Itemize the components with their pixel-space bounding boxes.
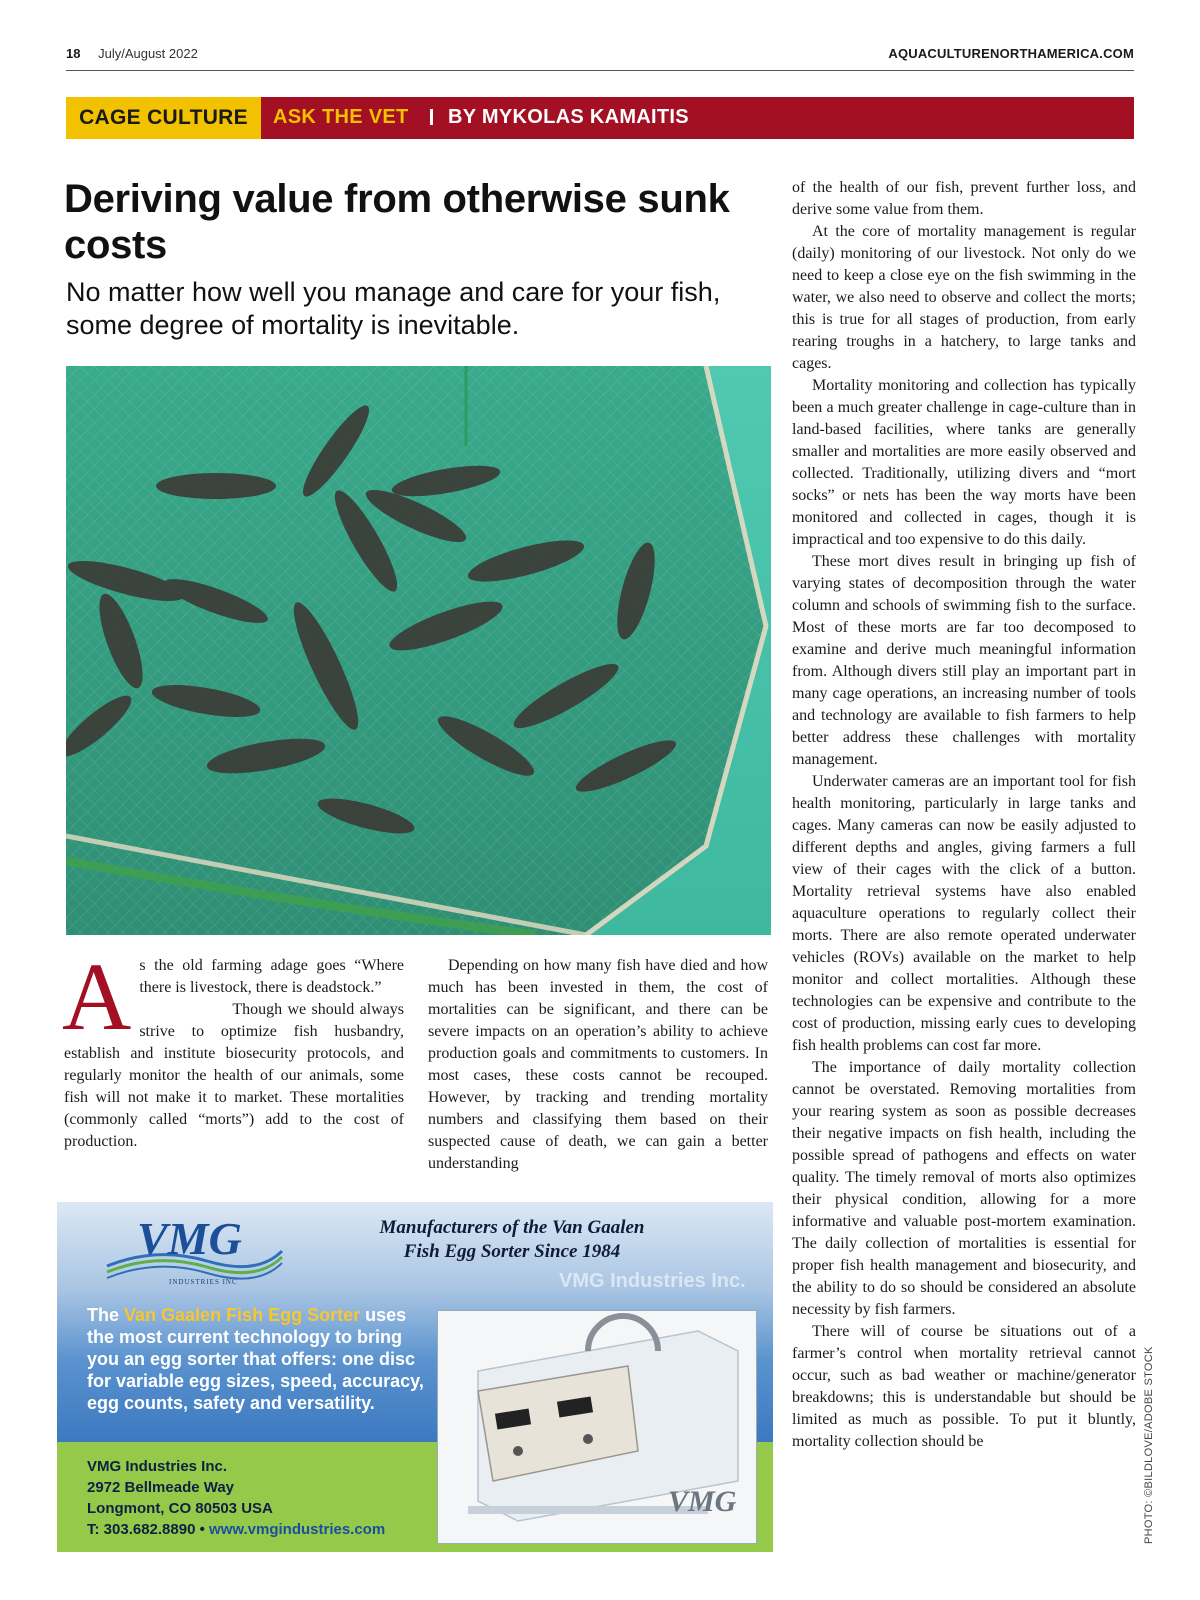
city-address: Longmont, CO 80503 USA bbox=[87, 1500, 273, 1517]
issue-date: July/August 2022 bbox=[98, 46, 198, 61]
egg-sorter-photo bbox=[437, 1310, 757, 1544]
banner-separator bbox=[430, 109, 433, 125]
column-name: ASK THE VET bbox=[273, 106, 409, 128]
contact-bullet: • bbox=[199, 1521, 205, 1538]
advertisement[interactable] bbox=[57, 1202, 773, 1552]
ad-copy-body: uses the most current technology to bring you an egg sorter that offers: one disc for variable egg sizes, speed, accuracy, egg counts, safety and versatility. bbox=[87, 1305, 424, 1413]
vmg-logo bbox=[97, 1206, 287, 1288]
byline: BY MYKOLAS KAMAITIS bbox=[448, 106, 689, 128]
article-headline: Deriving value from otherwise sunk costs bbox=[64, 177, 730, 267]
section-banner bbox=[66, 97, 1134, 139]
header-divider bbox=[66, 70, 1134, 71]
phone-number: T: 303.682.8890 bbox=[87, 1521, 196, 1538]
article-column-3 bbox=[792, 177, 1136, 1453]
lead-photo bbox=[66, 366, 771, 935]
paragraph: Though we should always strive to optimize fish husbandry, establish and institute biosecurity protocols, and regularly monitor the health of our animals, some fish will not make it to market. These mortalities (commonly called “morts”) add to the cost of production. bbox=[64, 1001, 404, 1150]
tagline-line: Manufacturers of the Van Gaalen bbox=[379, 1217, 645, 1238]
fish-cage-illustration bbox=[66, 366, 771, 935]
paragraph: Underwater cameras are an important tool for fish health monitoring, particularly in large tanks and cages. Many cameras can now be easily adjusted to different depths and angles, giving farmers a full view of their cages with the click of a button. Mortality retrieval systems have also enabled aquaculture operations to regularly collect their morts. There are also remote operated underwater vehicles (ROVs) available on the market to help monitor and collect mortalities. Although these technologies can be expensive and contribute to the cost of production, missing early cues to developing fish health problems can cost far more. bbox=[792, 773, 1136, 1054]
ad-tagline bbox=[347, 1216, 677, 1264]
ad-copy bbox=[87, 1304, 427, 1414]
ad-copy-lead: The bbox=[87, 1305, 125, 1325]
article-column-2 bbox=[428, 955, 768, 1175]
photo-logo-text: VMG bbox=[668, 1485, 737, 1518]
paragraph: The importance of daily mortality collection cannot be overstated. Removing mortalities from your rearing system as soon as possible decreases their negative impacts on fish health, including the possible spread of pathogens and effects on water quality. The timely removal of morts also optimizes their physical condition, allowing for a more informative and valuable post-mortem examination. The daily collection of mortalities is essential for proper fish health management and biosecurity, and the ability to do so should be considered an absolute necessity by fish farmers. bbox=[792, 1059, 1136, 1318]
page-header bbox=[66, 46, 1134, 66]
paragraph: There will of course be situations out of a farmer’s control when mortality retrieval cannot occur, such as bad weather or machine/generator breakdowns; this is understandable but should be limited as much as possible. To put it bluntly, mortality collection should be bbox=[792, 1323, 1136, 1450]
photo-credit: PHOTO: ©BILDLOVE/ADOBE STOCK bbox=[1143, 1346, 1155, 1544]
article-deck: No matter how well you manage and care for your fish, some degree of mortality is inevitable. bbox=[66, 277, 721, 340]
section-tag: CAGE CULTURE bbox=[66, 97, 261, 139]
paragraph: s the old farming adage goes “Where there is livestock, there is deadstock.” bbox=[139, 957, 404, 996]
tagline-line: Fish Egg Sorter Since 1984 bbox=[403, 1241, 621, 1262]
logo-subtitle: INDUSTRIES INC bbox=[169, 1278, 238, 1286]
paragraph: of the health of our fish, prevent further loss, and derive some value from them. bbox=[792, 179, 1136, 218]
article-column-1 bbox=[62, 943, 404, 1153]
paragraph: At the core of mortality management is regular (daily) monitoring of our livestock. Not only do we need to keep a close eye on the fish swimming in the water, we also need to observe and collect the morts; this is true for all stages of production, from early rearing troughs in a hatchery, to large tanks and cages. bbox=[792, 223, 1136, 372]
paragraph: Mortality monitoring and collection has typically been a much greater challenge in cage-culture than in land-based facilities, where tanks are generally smaller and mortalities are more easily observed and collected. Traditionally, utilizing divers and “mort socks” or nets has been the way morts have been monitored and collected in cages, though it is impractical and too expensive to do this daily. bbox=[792, 377, 1136, 548]
logo-text: VMG bbox=[137, 1213, 242, 1264]
street-address: 2972 Bellmeade Way bbox=[87, 1479, 235, 1496]
drop-cap: A bbox=[62, 943, 132, 1050]
site-url[interactable]: AQUACULTURENORTHAMERICA.COM bbox=[888, 46, 1134, 61]
egg-sorter-illustration bbox=[438, 1311, 756, 1543]
ad-product-name: Van Gaalen Fish Egg Sorter bbox=[124, 1305, 361, 1325]
company-name: VMG Industries Inc. bbox=[87, 1458, 228, 1475]
page-number: 18 bbox=[66, 46, 81, 61]
ad-watermark: VMG Industries Inc. bbox=[559, 1270, 746, 1292]
paragraph: These mort dives result in bringing up fish of varying states of decomposition through the water column and schools of swimming fish to the surface. Most of these morts are far too decomposed to examine and derive much meaningful information from. Although divers still play an important part in many cage operations, an increasing number of tools and technology are available to fish farmers to help better address these challenges with mortality management. bbox=[792, 553, 1136, 768]
website-link[interactable]: www.vmgindustries.com bbox=[209, 1521, 386, 1538]
paragraph: Depending on how many fish have died and how much has been invested in them, the cost of mortalities can be significant, and there can be severe impacts on an operation’s ability to achieve production goals and commitments to customers. In most cases, these costs cannot be recouped. However, by tracking and trending mortality numbers and classifying them based on their suspected cause of death, we can gain a better understanding bbox=[428, 957, 768, 1172]
